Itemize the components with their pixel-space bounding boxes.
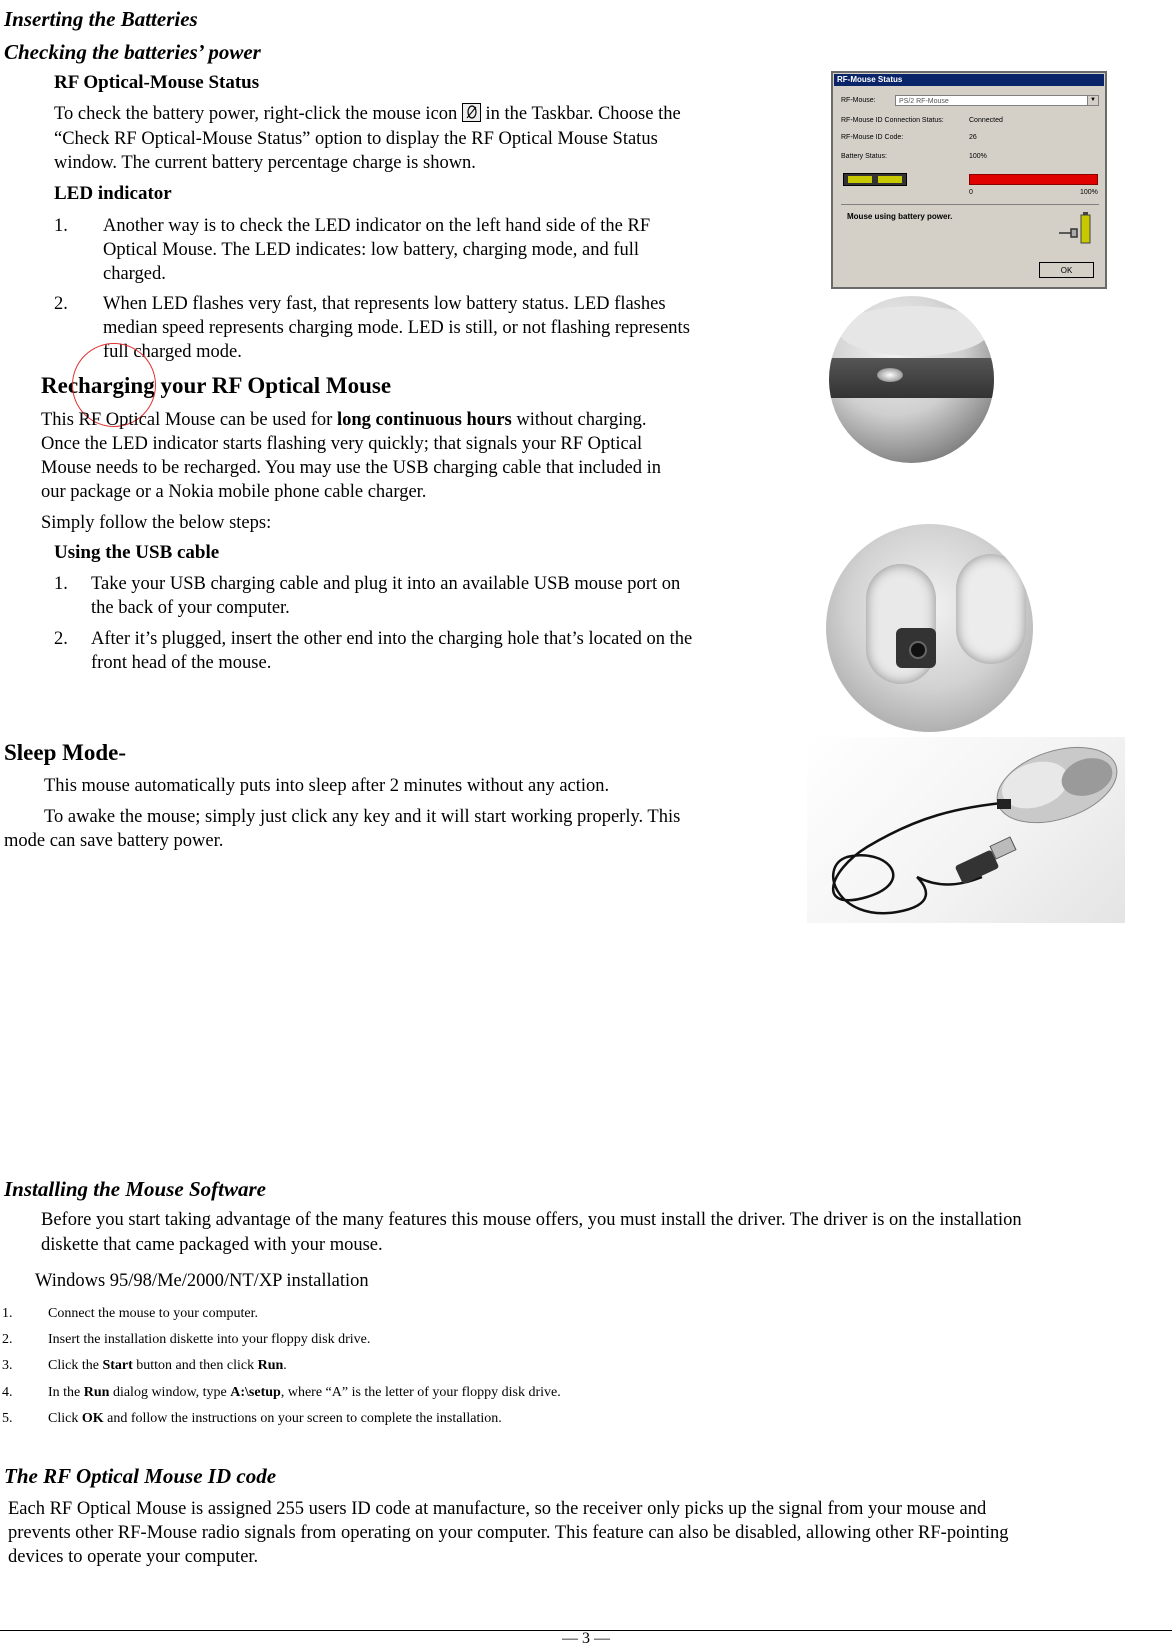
step-num: 3.: [2, 1358, 13, 1373]
status-paragraph: [54, 102, 681, 127]
list-item-num: 2.: [54, 629, 68, 649]
install-intro: Before you start taking advantage of the many features this mouse offers, you must install the driver. The driver is on the installation: [41, 1210, 1022, 1230]
dialog-title: RF-Mouse Status: [834, 74, 1104, 86]
install-step: Click OK and follow the instructions on your screen to complete the installation.: [48, 1411, 502, 1426]
sleep-text: mode can save battery power.: [4, 831, 224, 851]
list-item: When LED flashes very fast, that represents low battery status. LED flashes: [103, 294, 666, 314]
step-num: 5.: [2, 1411, 13, 1426]
install-step: In the Run dialog window, type A:\setup, where “A” is the letter of your floppy disk drive.: [48, 1385, 561, 1400]
led-heading: LED indicator: [54, 183, 172, 204]
step-num: 1.: [2, 1306, 13, 1321]
battery-value: 100%: [969, 153, 987, 160]
install-step: Click the Start button and then click Run.: [48, 1358, 287, 1373]
install-title: Installing the Mouse Software: [4, 1177, 266, 1201]
rf-mouse-value: PS/2 RF-Mouse: [899, 98, 949, 105]
ok-button[interactable]: OK: [1039, 262, 1094, 278]
battery-label: Battery Status:: [841, 153, 887, 160]
step-num: 4.: [2, 1385, 13, 1400]
sleep-title: Sleep Mode-: [4, 740, 127, 765]
list-item: full charged mode.: [103, 342, 242, 362]
recharge-paragraph: [41, 408, 647, 433]
install-step: Insert the installation diskette into your floppy disk drive.: [48, 1332, 371, 1347]
battery-level-bar: [969, 174, 1098, 185]
recharge-emphasis: long continuous hours: [336, 410, 512, 430]
list-item: Take your USB charging cable and plug it into an available USB mouse port on: [91, 574, 681, 594]
install-intro: diskette that came packaged with your mouse.: [41, 1235, 383, 1255]
usb-heading: Using the USB cable: [54, 542, 220, 563]
recharge-text: without charging.: [516, 410, 647, 430]
taskbar-mouse-icon: [462, 103, 481, 122]
chevron-down-icon[interactable]: ▼: [1087, 96, 1098, 105]
status-text: in the Taskbar. Choose the: [485, 104, 681, 124]
list-item-num: 2.: [54, 294, 68, 314]
list-item: median speed represents charging mode. LED is still, or not flashing represents: [103, 318, 690, 338]
rf-mouse-select[interactable]: [895, 95, 1099, 106]
recharge-text: Mouse needs to be recharged. You may use the USB charging cable that included in: [41, 458, 661, 478]
message-area: [841, 204, 1099, 251]
mouse-with-usb-cable-photo: [807, 737, 1125, 923]
recharge-text: Once the LED indicator starts flashing very quickly; that signals your RF Optical: [41, 434, 643, 454]
id-label: RF-Mouse ID Code:: [841, 134, 904, 141]
conn-label: RF-Mouse ID Connection Status:: [841, 117, 944, 124]
sleep-text: To awake the mouse; simply just click any key and it will start working properly. This: [44, 807, 681, 827]
sleep-text: This mouse automatically puts into sleep after 2 minutes without any action.: [44, 776, 610, 796]
list-item-num: 1.: [54, 216, 68, 236]
idcode-text: Each RF Optical Mouse is assigned 255 users ID code at manufacture, so the receiver only picks up the signal from your mouse and: [8, 1499, 987, 1519]
status-text: window. The current battery percentage charge is shown.: [54, 153, 476, 173]
list-item-num: 1.: [54, 574, 68, 594]
scale-min: 0: [969, 189, 973, 196]
step-num: 2.: [2, 1332, 13, 1347]
status-text: “Check RF Optical-Mouse Status” option to display the RF Optical Mouse Status: [54, 129, 658, 149]
list-item: Another way is to check the LED indicator on the left hand side of the RF: [103, 216, 651, 236]
recharge-text: This RF Optical Mouse can be used for: [41, 410, 333, 430]
list-item: Optical Mouse. The LED indicates: low battery, charging mode, and full: [103, 240, 640, 260]
scale-max: 100%: [1080, 189, 1098, 196]
page-number: — 3 —: [562, 1630, 610, 1647]
plug-battery-icon: [1057, 211, 1093, 245]
mouse-led-photo: [829, 296, 994, 463]
list-item: front head of the mouse.: [91, 653, 272, 673]
rf-mouse-label: RF-Mouse:: [841, 97, 876, 104]
list-item: After it’s plugged, insert the other end into the charging hole that’s located on the: [91, 629, 693, 649]
status-heading: RF Optical-Mouse Status: [54, 72, 260, 93]
list-item: the back of your computer.: [91, 598, 290, 618]
battery-icon: [843, 173, 907, 186]
recharge-text: our package or a Nokia mobile phone cable charger.: [41, 482, 427, 502]
idcode-title: The RF Optical Mouse ID code: [4, 1464, 277, 1488]
install-step: Connect the mouse to your computer.: [48, 1306, 258, 1321]
idcode-text: prevents other RF-Mouse radio signals from operating on your computer. This feature can also be disabled, allowing other RF-pointing: [8, 1523, 1009, 1543]
recharge-steps-intro: Simply follow the below steps:: [41, 513, 272, 533]
rf-mouse-status-dialog: [831, 71, 1107, 289]
status-message: Mouse using battery power.: [847, 212, 953, 221]
id-value: 26: [969, 134, 977, 141]
os-heading: Windows 95/98/Me/2000/NT/XP installation: [35, 1271, 369, 1291]
status-text: To check the battery power, right-click the mouse icon: [54, 104, 458, 124]
conn-value: Connected: [969, 117, 1003, 124]
recharge-title: Recharging your RF Optical Mouse: [41, 373, 392, 398]
section-title-batteries: Inserting the Batteries: [4, 7, 198, 31]
subsection-title-power: Checking the batteries’ power: [4, 40, 261, 64]
mouse-charging-port-photo: [826, 524, 1033, 732]
list-item: charged.: [103, 264, 166, 284]
idcode-text: devices to operate your computer.: [8, 1547, 259, 1567]
